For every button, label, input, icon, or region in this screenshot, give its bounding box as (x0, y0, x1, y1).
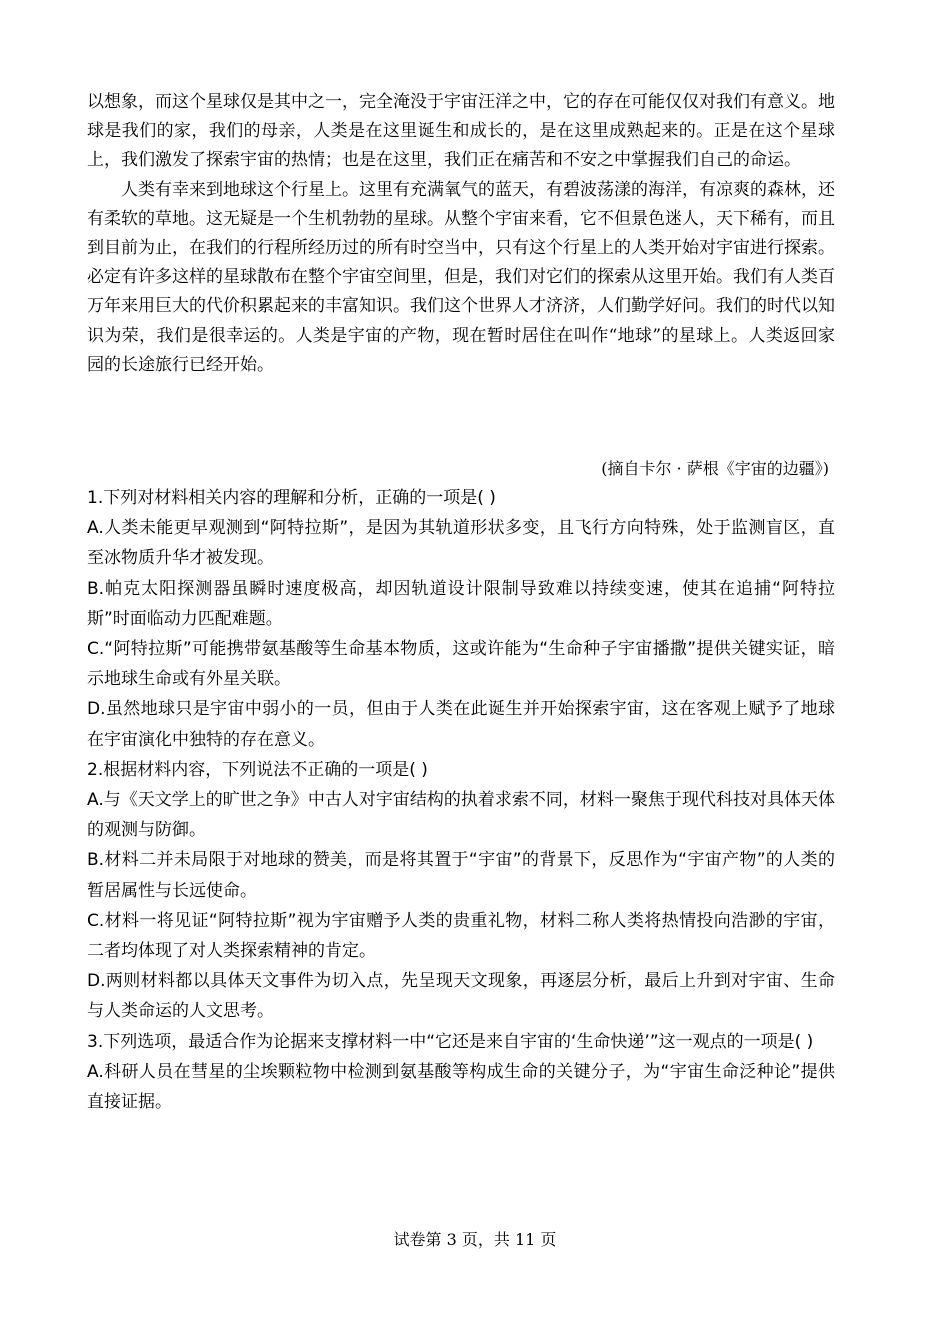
question-1-option-b: B.帕克太阳探测器虽瞬时速度极高，却因轨道设计限制导致难以持续变速，使其在追捕“阿特拉斯”时面临动力匹配难题。 (87, 578, 835, 629)
question-1-option-d: D.虽然地球只是宇宙中弱小的一员，但由于人类在此诞生并开始探索宇宙，这在客观上赋予了地球在宇宙演化中独特的存在意义。 (87, 699, 835, 750)
passage-paragraph-2: 人类有幸来到地球这个行星上。这里有充满氧气的蓝天，有碧波荡漾的海洋，有凉爽的森林，还有柔软的草地。这无疑是一个生机勃勃的星球。从整个宇宙来看，它不但景色迷人，天下稀有，而且到目前为止，在我们的行程所经历过的所有时空当中，只有这个行星上的人类开始对宇宙进行探索。必定有许多这样的星球散布在整个宇宙空间里，但是，我们对它们的探索从这里开始。我们有人类百万年来用巨大的代价积累起来的丰富知识。我们这个世界人才济济，人们勤学好问。我们的时代以知识为荣，我们是很幸运的。人类是宇宙的产物，现在暂时居住在叫作“地球”的星球上。人类返回家园的长途旅行已经开始。 (87, 179, 835, 375)
question-1-option-a: A.人类未能更早观测到“阿特拉斯”，是因为其轨道形状多变，且飞行方向特殊，处于监测盲区，直至冰物质升华才被发现。 (87, 518, 835, 569)
question-2-option-a: A.与《天文学上的旷世之争》中古人对宇宙结构的执着求索不同，材料一聚焦于现代科技对具体天体的观测与防御。 (87, 790, 835, 841)
question-list (87, 483, 835, 1117)
question-1-option-c: C.“阿特拉斯”可能携带氨基酸等生命基本物质，这或许能为“生命种子宇宙播撒”提供关键实证，暗示地球生命或有外星关联。 (87, 639, 835, 690)
question-3-option-a: A.科研人员在彗星的尘埃颗粒物中检测到氨基酸等构成生命的关键分子，为“宇宙生命泛种论”提供直接证据。 (87, 1061, 835, 1113)
reading-passage (87, 88, 835, 380)
passage-source: (摘自卡尔 · 萨根《宇宙的边疆》) (601, 459, 829, 478)
question-2-stem: 2.根据材料内容，下列说法不正确的一项是( ) (87, 759, 428, 780)
question-1-stem: 1.下列对材料相关内容的理解和分析，正确的一项是( ) (87, 488, 496, 508)
question-2-option-d: D.两则材料都以具体天文事件为切入点，先呈现天文现象，再逐层分析，最后上升到对宇宙、生命与人类命运的人文思考。 (87, 971, 835, 1022)
question-2-option-b: B.材料二并未局限于对地球的赞美，而是将其置于“宇宙”的背景下，反思作为“宇宙产物”的人类的暂居属性与长远使命。 (87, 850, 835, 901)
page-footer: 试卷第 3 页，共 11 页 (393, 1230, 557, 1249)
question-3-stem: 3.下列选项，最适合作为论据来支撑材料一中“它还是来自宇宙的‘生命快递’”这一观点的一项是( ) (87, 1031, 814, 1052)
passage-paragraph-1: 以想象，而这个星球仅是其中之一，完全淹没于宇宙汪洋之中，它的存在可能仅仅对我们有意义。地球是我们的家，我们的母亲，人类是在这里诞生和成长的，是在这里成熟起来的。正是在这个星球上，我们激发了探索宇宙的热情；也是在这里，我们正在痛苦和不安之中掌握我们自己的命运。 (87, 92, 835, 171)
question-2-option-c: C.材料一将见证“阿特拉斯”视为宇宙赠予人类的贵重礼物，材料二称人类将热情投向浩渺的宇宙，二者均体现了对人类探索精神的肯定。 (87, 910, 835, 962)
